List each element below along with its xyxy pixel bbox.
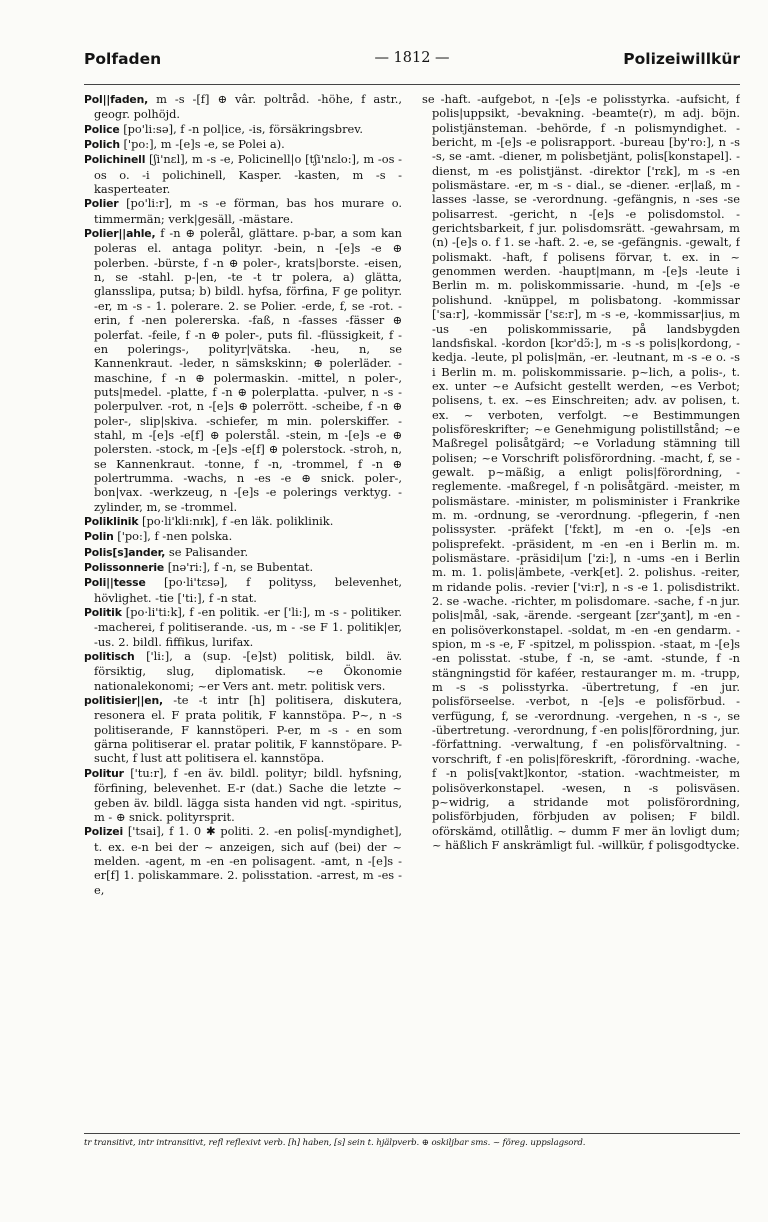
entry-text: ['po:], f -nen polska. xyxy=(117,529,233,544)
dictionary-page xyxy=(84,50,740,1160)
dictionary-entry xyxy=(84,122,402,137)
entry-headword: Polier xyxy=(84,197,119,211)
entry-text: m -s -[f] ⊕ vâr. poltråd. -höhe, f astr., geogr. polhöjd. xyxy=(94,92,402,122)
entry-text: ['tsai], f 1. 0 ✱ politi. 2. -en polis[-myndighet], t. ex. e-n bei der ~ anzeigen, sich auf (bei) der ~ melden. -agent, m -en -en polisagent. -amt, n -[e]s -er[f] 1. poliskammare. 2. polisstation. -arrest, m -es -e, xyxy=(94,824,402,897)
entry-text: -te -t intr [h] politisera, diskutera, resonera el. F prata politik, F kannstöpa. P~, n -s politiserande, F kannstöperi. P-er, m -s - en som gärna politiserar el. pratar politik, F kannstöpare. P-sucht, f lust att politisera el. kannstöpa. xyxy=(94,693,402,766)
entry-text: [nə'ri:], f -n, se Bubentat. xyxy=(167,560,314,574)
dictionary-entry xyxy=(84,649,402,693)
entry-headword: Polissonnerie xyxy=(84,561,165,574)
dictionary-entry xyxy=(84,152,402,196)
right-column xyxy=(422,92,740,1107)
entry-text: ['po:], m -[e]s -e, se Polei a). xyxy=(123,137,285,152)
dictionary-entry xyxy=(84,137,402,152)
left-column xyxy=(84,92,402,1107)
dictionary-entry xyxy=(84,226,402,514)
dictionary-entry xyxy=(84,766,402,824)
dictionary-entry xyxy=(84,575,402,605)
entry-text: se Palisander. xyxy=(168,544,249,559)
header-rule xyxy=(84,84,740,85)
entry-text: [po·li'kli:nɪk], f -en läk. poliklinik. xyxy=(142,513,334,528)
entry-headword: Polichinell xyxy=(84,153,146,167)
dictionary-entry xyxy=(84,545,402,560)
entry-text: [po·li'ti:k], f -en politik. -er ['li:], m -s - politiker. -macherei, f politiserande. -us, m - -se F 1. politik|er, -us. 2. bildl. fiffikus, lurifax. xyxy=(94,605,402,649)
dictionary-entry xyxy=(84,196,402,226)
entry-text: se -haft. -aufgebot, n -[e]s -e polisstyrka. -aufsicht, f polis|uppsikt, -bevakning. -beamte(r), m adj. böjn. polistjänsteman. -behörde, f -n polismyndighet. -bericht, m -[e]s -e polisrapport. -bureau [by'ro:], n -s -s, se -amt. -diener, m polisbetjänt, polis[konstapel]. -dienst, m -es polistjänst. -direktor ['rɛk], m -s -en polismästare. -er, m -s - dial., se -diener. -er|laß, m -lasses -lasse, se -verordnung. -gefängnis, n -ses -se polisarrest. -gericht, n -[e]s -e polisdomstol. -gerichtsbarkeit, f jur. polisdomsrätt. -gewahrsam, m (n) -[e]s o. f 1. se -haft. 2. -e, se -gefängnis. -gewalt, f polismakt. -haft, f polisens förvar, t. ex. in ~ genommen werden. -haupt|mann, m -[e]s -leute i Berlin m. m. poliskommissarie. -hund, m -[e]s -e polishund. -knüppel, m polisbatong. -kommissar ['sa:r], -kommissär ['sɛ:r], m -s -e, -kommissar|ius, m -us -en poliskommissarie, på landsbygden landsfiskal. -kordon [kɔr'dɔ̃:], m -s -s polis|kordong, -kedja. -leute, pl polis|män, -er. -leutnant, m -s -e o. -s i Berlin m. m. poliskommissarie. p~lich, a polis-, t. ex. unter ~e Aufsicht gestellt werden, ~es Verbot; polisens, t. ex. ~es Einschreiten; adv. av polisen, t. ex. ~ verboten, verfolgt. ~e Bestimmungen polisföreskrifter; ~e Genehmigung polistillstånd; ~e Maßregel polisåtgärd; ~e Vorladung stämning till polisen; ~e Vorschrift polisförordning. -macht, f, se -gewalt. p~mäßig, a enligt polis|förordning, -reglemente. -maßregel, f -n polisåtgärd. -meister, m polismästare. -minister, m polisminister i Frankrike m. m. -ordnung, se -verordnung. -pflegerin, f -nen polissyster. -präfekt ['fɛkt], m -en o. -[e]s -en polisprefekt. -präsident, m -en -en i Berlin m. m. polismästare. -präsidi|um ['zi:], n -ums -en i Berlin m. m. 1. polis|ämbete, -verk[et]. 2. polishus. -reiter, m ridande polis. -revier ['vi:r], n -s -e 1. polisdistrikt. 2. se -wache. -richter, m polisdomare. -sache, f -n jur. polis|mål, -sak, -ärende. -sergeant [zɛr'ʒant], m -en -en polisöverkonstapel. -soldat, m -en -en gendarm. -spion, m -s -e, F -spitzel, m polisspion. -staat, m -[e]s -en polisstat. -stube, f -n, se -amt. -stunde, f -n stängningstid för kaféer, restauranger m. m. -trupp, m -s -s polisstyrka. -übertretung, f -en jur. polisförseelse. -verbot, n -[e]s -e polisförbud. -verfügung, f, se -verordnung. -vergehen, n -s -, se -übertretung. -verordnung, f -en polis|förordning, jur. -författning. -verwaltung, f -en polisförvaltning. -vorschrift, f -en polis|föreskrift, -förordning. -wache, f -n polis[vakt]kontor, -station. -wachtmeister, m polisöverkonstapel. -wesen, n -s polisväsen. p~widrig, a stridande mot polisförordning, polisförbjuden, förbjuden av polisen; F bildl. oförskämd, otillåtlig. ~ dumm F mer än lovligt dum; ~ häßlich F anskrämligt ful. -willkür, f polisgodtycke. xyxy=(422,92,740,852)
header-last-word: Polizeiwillkür xyxy=(623,50,740,68)
entry-text: ['li:], a (sup. -[e]st) politisk, bildl. äv. försiktig, slug, diplomatisk. ~e Ökonomie nationalekonomi; ~er Vers ant. metr. politisk vers. xyxy=(94,649,402,693)
entry-headword: Polin xyxy=(84,530,114,544)
entry-headword: Polich xyxy=(84,138,120,152)
entry-text: [po·li'tɛsə], f polityss, belevenhet, hövlighet. -tie ['ti:], f -n stat. xyxy=(94,575,402,605)
entry-headword: Police xyxy=(84,122,120,136)
entry-headword: Politur xyxy=(84,766,124,780)
header-first-word: Polfaden xyxy=(84,50,162,68)
running-head xyxy=(84,50,740,74)
entry-headword: Pol||faden, xyxy=(84,93,149,106)
footer-legend: tr transitivt, intr intransitivt, refl reflexivt verb. [h] haben, [s] sein t. hjälpverb. ⊕ oskiljbar sms. ~ föreg. uppslagsord. xyxy=(84,1138,586,1148)
entry-text: ['tu:r], f -en äv. bildl. polityr; bildl. hyfsning, förfining, belevenhet. E-r (dat.) Sache die letzte ~ geben äv. bildl. lägga sista handen vid ngt. -spiritus, m - ⊕ snick. polityrsprit. xyxy=(94,765,402,824)
entry-headword: Polier||ahle, xyxy=(84,227,156,241)
dictionary-entry xyxy=(84,605,402,649)
entry-headword: Poliklinik xyxy=(84,514,139,528)
entry-text: [po'li:sə], f -n pol|ice, -is, försäkringsbrev. xyxy=(123,121,363,136)
entry-headword: Polizei xyxy=(84,825,123,839)
entry-headword: Poli||tesse xyxy=(84,576,146,590)
dictionary-entry xyxy=(84,529,402,544)
entry-headword: politisier||en, xyxy=(84,694,163,708)
entry-headword: Politik xyxy=(84,606,122,620)
dictionary-entry xyxy=(84,560,402,575)
dictionary-entry xyxy=(422,92,740,852)
dictionary-entry xyxy=(84,514,402,529)
footer-rule xyxy=(84,1133,740,1134)
dictionary-entry xyxy=(84,92,402,122)
page-number: — 1812 — xyxy=(374,50,450,66)
entry-text: [po'li:r], m -s -e förman, bas hos murare o. timmermän; verk|gesäll, -mästare. xyxy=(94,196,402,226)
columns xyxy=(84,92,740,1100)
dictionary-entry xyxy=(84,824,402,897)
entry-text: [ʃi'nɛl], m -s -e, Policinell|o [tʃi'nɛlo:], m -os -os o. -i polichinell, Kasper. -kasten, m -s - kasperteater. xyxy=(94,152,402,197)
entry-text: f -n ⊕ polerål, glättare. p-bar, a som kan poleras el. antaga polityr. -bein, n -[e]s -e ⊕ polerben. -bürste, f -n ⊕ poler-, krats|borste. -eisen, n, se -stahl. p-|en, -te -t tr polera, a) glätta, glansslipa, putsa; b) bildl. hyfsa, förfina, F ge polityr. -er, m -s - 1. polerare. 2. se Polier. -erde, f, se -rot. -erin, f -nen polererska. -faß, n -fasses -fässer ⊕ polerfat. -feile, f -n ⊕ poler-, puts fil. -flüssigkeit, f -en polerings-, polityr|vätska. -heu, n, se Kannenkraut. -leder, n sämskskinn; ⊕ polerläder. -maschine, f -n ⊕ polermaskin. -mittel, n poler-, puts|medel. -platte, f -n ⊕ polerplatta. -pulver, n -s - polerpulver. -rot, n -[e]s ⊕ polerrött. -scheibe, f -n ⊕ poler-, slip|skiva. -schiefer, m min. polerskiffer. -stahl, m -[e]s -e[f] ⊕ polerstål. -stein, m -[e]s -e ⊕ polersten. -stock, m -[e]s -e[f] ⊕ polerstock. -stroh, n, se Kannenkraut. -tonne, f -n, -trommel, f -n ⊕ polertrumma. -wachs, n -es -e ⊕ snick. poler-, bon|vax. -werkzeug, n -[e]s -e polerings verktyg. -zylinder, m, se -trommel. xyxy=(94,226,402,514)
dictionary-entry xyxy=(84,693,402,766)
entry-headword: politisch xyxy=(84,650,135,664)
entry-headword: Polis[s]ander, xyxy=(84,545,166,559)
